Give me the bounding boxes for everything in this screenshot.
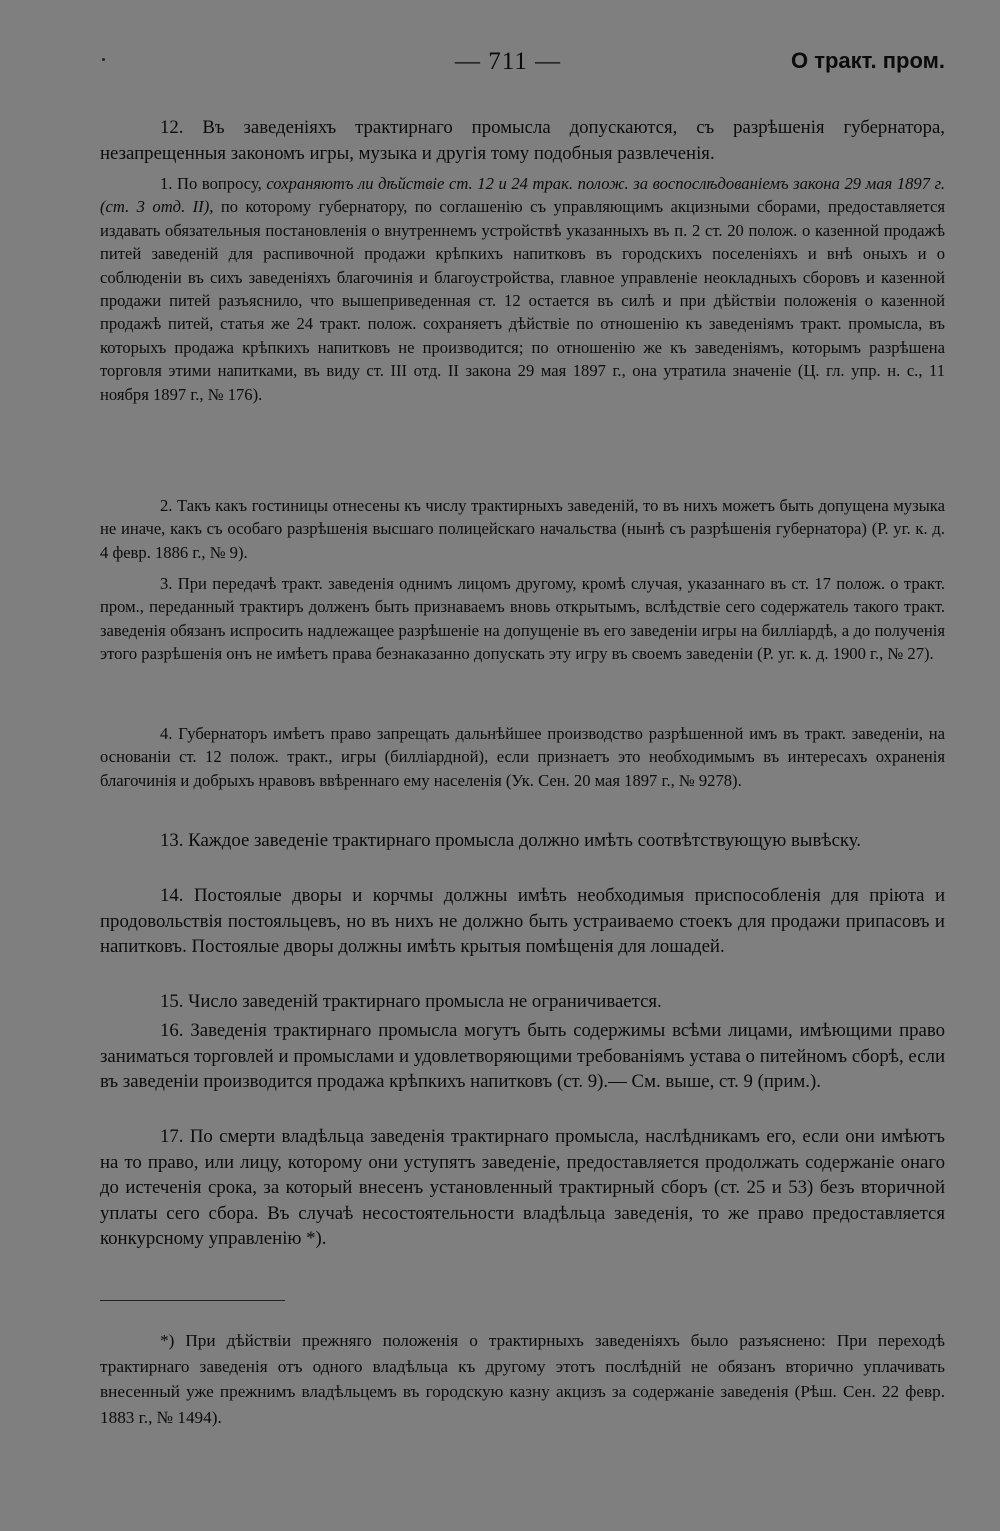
note-2: 2. Такъ какъ гостиницы отнесены къ числу трактирныхъ заведеній, то въ нихъ можетъ быть допущена музыка не иначе, какъ съ особаго разрѣшенія высшаго полицейскаго начальства (нынѣ съ разрѣшенія губернатора) (Р. уг. к. д. 4 февр. 1886 г., № 9). (100, 496, 945, 562)
article-15: 15. Число заведеній трактирнаго промысла не ограничивается. (160, 991, 662, 1012)
note-1 (100, 172, 945, 406)
note-3: 3. При передачѣ тракт. заведенія однимъ лицомъ другому, кромѣ случая, указаннаго въ ст. 17 полож. о тракт. пром., переданный трактиръ долженъ быть признаваемъ вновь открытымъ, вслѣдствіе сего содержатель такого тракт. заведенія обязанъ испросить надлежащее разрѣшеніе на допущеніе въ его заведеніи игры на билліардѣ, а до полученія этого разрѣшенія онъ не имѣетъ права безнаказанно допускать эту игру въ своемъ заведеніи (Р. уг. к. д. 1900 г., № 27). (100, 574, 945, 664)
article-12: 12. Въ заведеніяхъ трактирнаго промысла допускаются, съ разрѣшенія губернатора, незапрещенныя закономъ игры, музыка и другія тому подобныя развлеченія. (100, 117, 945, 164)
article-16: 16. Заведенія трактирнаго промысла могутъ быть содержимы всѣми лицами, имѣющими право заниматься торговлей и промыслами и удовлетворяющими требованіямъ устава о питейномъ сборѣ, если въ заведеніи производится продажа крѣпкихъ напитковъ (ст. 9).— См. выше, ст. 9 (прим.). (100, 1020, 945, 1092)
document-page (100, 0, 945, 1531)
footnote-divider (100, 1300, 285, 1301)
page-number: — 711 — (455, 48, 562, 75)
footnote: *) При дѣйствіи прежняго положенія о трактирныхъ заведеніяхъ было разъяснено: При переходѣ трактирнаго заведенія отъ одного владѣльца къ другому этотъ послѣдній не обязанъ вторично уплачивать внесенный уже прежнимъ владѣльцемъ въ городскую казну акцизъ за содержаніе заведенія (Рѣш. Сен. 22 февр. 1883 г., № 1494). (100, 1331, 945, 1427)
note-4: 4. Губернаторъ имѣетъ право запрещать дальнѣйшее производство разрѣшенной имъ въ тракт. заведеніи, на основаніи ст. 12 полож. тракт., игры (билліардной), если признаетъ это необходимымъ въ интересахъ охраненія благочинія и добрыхъ нравовъ ввѣреннаго ему населенія (Ук. Сен. 20 мая 1897 г., № 9278). (100, 724, 945, 790)
article-13: 13. Каждое заведеніе трактирнаго промысла должно имѣть соотвѣтствующую вывѣску. (160, 830, 861, 851)
article-17: 17. По смерти владѣльца заведенія трактирнаго промысла, наслѣдникамъ его, если они имѣютъ на то право, или лицу, которому они уступятъ заведеніе, предоставляется продолжать содержаніе онаго до истеченія срока, за который внесенъ установленный трактирный сборъ (ст. 25 и 53) безъ вторичной уплаты сего сбора. Въ случаѣ несостоятельности владѣльца заведенія, то же право предоставляется конкурсному управленію *). (100, 1126, 945, 1249)
section-title: О тракт. пром. (790, 48, 945, 73)
article-14: 14. Постоялые дворы и корчмы должны имѣть необходимыя приспособленія для пріюта и продовольствія постояльцевъ, но въ нихъ не должно быть устраиваемо стоекъ для продажи припасовъ и напитковъ. Постоялые дворы должны имѣть крытыя помѣщенія для лошадей. (100, 885, 945, 957)
note-1-question: сохраняютъ ли дѣйствіе ст. 12 и 24 трак. полож. за воспослѣдованіемъ закона 29 мая 1897 г. (ст. 3 отд. II), (100, 174, 945, 217)
page-header (100, 48, 945, 82)
note-1-start: 1. По вопросу, (160, 174, 267, 193)
note-1-rest: по которому губернатору, по соглашенію съ управляющимъ акцизными сборами, предоставляется издавать обязательныя постановленія о внутреннемъ устройствѣ указанныхъ въ п. 2 ст. 20 полож. о казенной продажѣ питей заведеній для распивочной продажи крѣпкихъ напитковъ въ городскихъ поселеніяхъ и внѣ оныхъ и о соблюденіи въ сихъ заведеніяхъ благочинія и благоустройства, главное управленіе неокладныхъ сборовъ и казенной продажи питей разъяснило, что вышеприведенная ст. 12 остается въ силѣ и при дѣйствіи положенія о казенной продажѣ питей, статья же 24 тракт. полож. сохраняетъ дѣйствіе по отношенію къ заведеніямъ тракт. промысла, въ которыхъ продажа крѣпкихъ напитковъ не производится; по отношенію же къ заведеніямъ, которымъ разрѣшена торговля этими напитками, въ виду ст. III отд. II закона 29 мая 1897 г., она утратила значеніе (Ц. гл. упр. н. с., 11 ноября 1897 г., № 176). (100, 197, 945, 404)
